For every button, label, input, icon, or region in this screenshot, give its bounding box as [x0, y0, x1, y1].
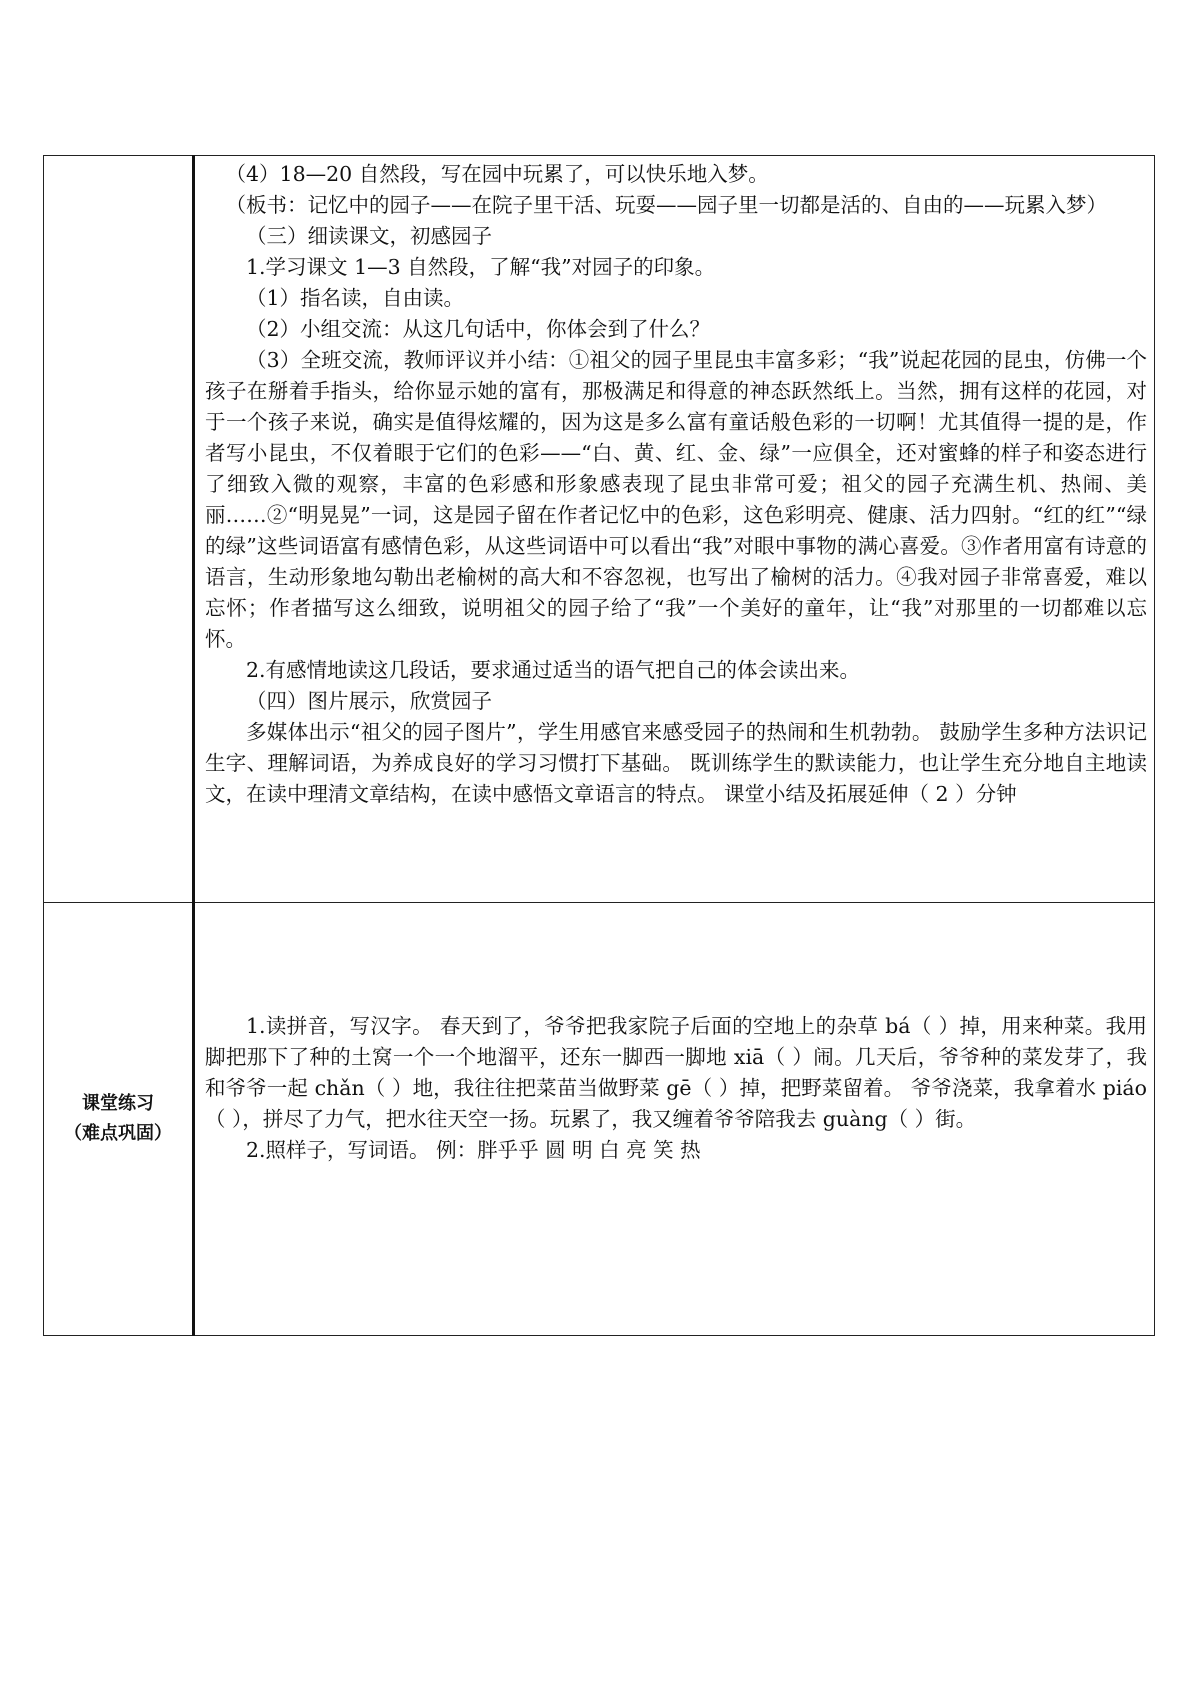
paragraph-heading-close-reading: （三）细读课文，初感园子 [246, 224, 492, 248]
paragraph-multimedia: 多媒体出示“祖父的园子图片”，学生用感官来感受园子的热闹和生机勃勃。 鼓励学生多种方法识记生字、理解词语，为养成良好的学习习惯打下基础。 既训练学生的默读能力，也让学生充分地自主地读文，在读中理清文章结构，在读中感悟文章语言的特点。 课堂小结及拓展延伸（ 2 ）分钟 [205, 720, 1147, 806]
paragraph-step-3-summary: （3）全班交流，教师评议并小结：①祖父的园子里昆虫丰富多彩；“我”说起花园的昆虫，仿佛一个孩子在掰着手指头，给你显示她的富有，那极满足和得意的神态跃然纸上。当然，拥有这样的花园，对于一个孩子来说，确实是值得炫耀的，因为这是多么富有童话般色彩的一切啊！尤其值得一提的是，作者写小昆虫，不仅着眼于它们的色彩——“白、黄、红、金、绿”一应俱全，还对蜜蜂的样子和姿态进行了细致入微的观察，丰富的色彩感和形象感表现了昆虫非常可爱；祖父的园子充满生机、热闹、美丽……②“明晃晃”一词，这是园子留在作者记忆中的色彩，这色彩明亮、健康、活力四射。“红的红”“绿的绿”这些词语富有感情色彩，从这些词语中可以看出“我”对眼中事物的满心喜爱。③作者用富有诗意的语言，生动形象地勾勒出老榆树的高大和不容忽视，也写出了榆树的活力。④我对园子非常喜爱，难以忘怀；作者描写这么细致，说明祖父的园子给了“我”一个美好的童年，让“我”对那里的一切都难以忘怀。 [205, 348, 1147, 651]
row-label-cell-exercise [44, 903, 194, 1336]
paragraph-study-sections-1-3: 1.学习课文 1—3 自然段，了解“我”对园子的印象。 [246, 255, 716, 279]
paragraph-heading-image-display: （四）图片展示，欣赏园子 [246, 689, 492, 713]
row-label-line1: 课堂练习 [82, 1093, 154, 1114]
paragraph-exercise-2: 2.照样子，写词语。 例：胖乎乎 圆 明 白 亮 笑 热 [246, 1138, 701, 1162]
teaching-process-content [195, 156, 1154, 810]
table-row-teaching-process [44, 156, 1155, 903]
content-cell-teaching-process [194, 156, 1155, 903]
row-label-line2: （难点巩固） [64, 1123, 172, 1144]
paragraph-read-aloud: 2.有感情地读这几段话，要求通过适当的语气把自己的体会读出来。 [246, 658, 861, 682]
paragraph-step-1: （1）指名读，自由读。 [246, 286, 465, 310]
paragraph-section-4: （4）18—20 自然段，写在园中玩累了，可以快乐地入梦。 [225, 162, 769, 186]
paragraph-step-2: （2）小组交流：从这几句话中，你体会到了什么？ [246, 317, 711, 341]
table-row-classroom-exercise [44, 903, 1155, 1336]
paragraph-blackboard-notes: （板书：记忆中的园子——在院子里干活、玩耍——园子里一切都是活的、自由的——玩累入梦） [225, 193, 1107, 217]
row-label-cell-empty [44, 156, 194, 903]
exercise-content [195, 903, 1154, 1166]
paragraph-exercise-1: 1.读拼音，写汉字。 春天到了，爷爷把我家院子后面的空地上的杂草 bá（ ）掉，用来种菜。我用脚把那下了种的土窝一个一个地溜平，还东一脚西一脚地 xiā（ ）闹。几天后，爷爷种的菜发芽了，我和爷爷一起 chǎn（ ）地，我往往把菜苗当做野菜 gē（ ）掉，把野菜留着。 爷爷浇菜，我拿着水 piáo（ ），拼尽了力气，把水往天空一扬。玩累了，我又缠着爷爷陪我去 guàng（ ）街。 [205, 1014, 1147, 1131]
lesson-plan-table [43, 155, 1155, 1336]
row-label-exercise [44, 903, 192, 1335]
content-cell-exercise [194, 903, 1155, 1336]
